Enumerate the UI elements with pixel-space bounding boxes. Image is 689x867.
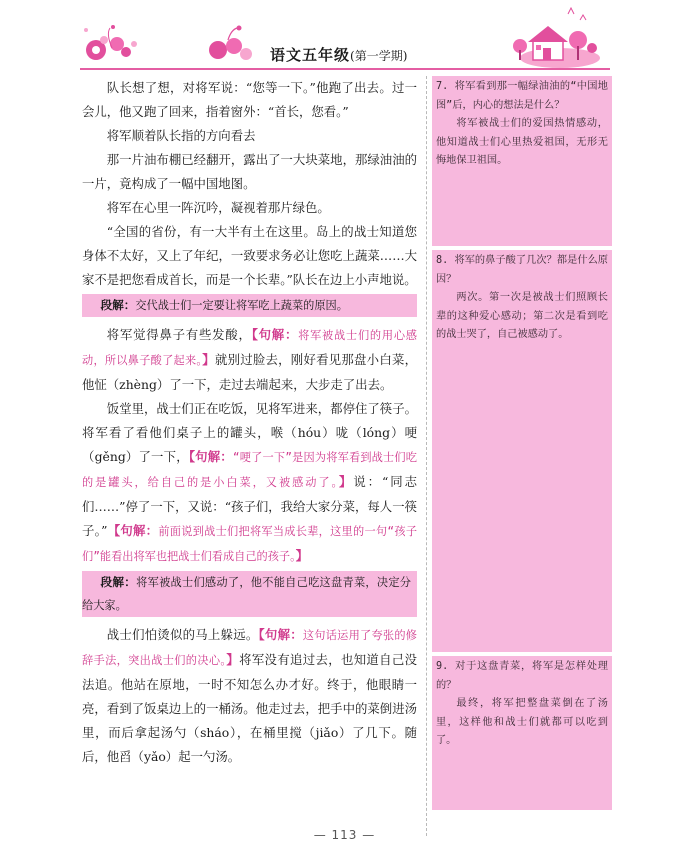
- paragraph-analysis-text: 交代战士们一定要让将军吃上蔬菜的原因。: [135, 299, 348, 312]
- paragraph-2: 将军顺着队长指的方向看去: [106, 128, 256, 143]
- book-title: 语文五年级(第一学期): [270, 46, 408, 64]
- paragraph-6: 将军觉得鼻子有些发酸，【句解：将军被战士们的用心感动，所以鼻子酸了起来。】就别过脸去，刚好看见那盘小白菜，他怔（zhèng）了一下，走过去端起来，大步走了出去。: [82, 327, 418, 392]
- paragraph-analysis-tag: 段解：: [100, 298, 136, 312]
- side-question-9: [432, 656, 612, 810]
- sentence-note-text: 这句话运用了夸张的修辞手法，突出战士们的决心。: [82, 629, 417, 667]
- sentence-note-label: 【句解：: [251, 327, 299, 342]
- paragraph-analysis-box-1: [82, 294, 417, 317]
- main-text-column: [82, 76, 417, 769]
- page-header: [0, 0, 689, 74]
- question-text: 9. 对于这盘青菜，将军是怎样处理的？: [436, 661, 608, 691]
- side-question-7: [432, 76, 612, 246]
- paragraph-analysis-tag: 段解：: [100, 575, 137, 589]
- question-text: 7. 将军看到那一幅绿油油的“中国地图”后，内心的想法是什么？: [436, 81, 608, 111]
- house-icon: [513, 8, 600, 68]
- paragraph-3: 那一片油布棚已经翻开，露出了一大块菜地，那绿油油的一片，竟构成了一幅中国地图。: [82, 152, 417, 191]
- column-divider: [426, 76, 427, 836]
- answer-text: 最终，将军把整盘菜倒在了汤里，这样他和战士们就都可以吃到了。: [436, 698, 608, 746]
- sentence-note-label: 【句解：: [258, 627, 303, 642]
- side-question-8: [432, 250, 612, 652]
- paragraph-8: 战士们怕烫似的马上躲远。【句解：这句话运用了夸张的修辞手法，突出战士们的决心。】将军没有追过去，也知道自己没法追。他站在原地，一时不知怎么办才好。终于，他眼睛一亮，看到了饭桌边上的一桶汤。他走过去，把手中的菜倒进汤里，而后拿起汤勺（sháo），在桶里搅（jiǎo）了几下。随后，他舀（yǎo）起一勺汤。: [82, 627, 418, 764]
- paragraph-4: 将军在心里一阵沉吟，凝视着那片绿色。: [106, 200, 330, 215]
- sentence-note-text: 将军被战士们的用心感动，所以鼻子酸了起来。: [82, 329, 417, 367]
- header-rule: [80, 68, 610, 70]
- sentence-note-label: 【句解：: [188, 449, 233, 464]
- paragraph-7: 饭堂里，战士们正在吃饭，见将军进来，都停住了筷子。将军看了看他们桌子上的罐头，喉（hóu）咙（lóng）哽（gěng）了一下，【句解：“哽了一下”是因为将军看到战士们吃的是罐头，给自己的是小白菜，又被感动了。】说：“同志们……”停了一下，又说：“孩子们，我给大家分菜，每人一筷子。”【句解：前面说到战士们把将军当成长辈，这里的一句“孩子们”能看出将军也把战士们看成自己的孩子。】: [82, 401, 418, 563]
- answer-text: 将军被战士们的爱国热情感动，他知道战士们心里热爱祖国，无形无悔地保卫祖国。: [436, 118, 608, 166]
- sentence-note-text: 前面说到战士们把将军当成长辈，这里的一句“孩子们”能看出将军也把战士们看成自己的孩子。: [82, 525, 418, 563]
- paragraph-5: “全国的省份，有一大半有土在这里。岛上的战士知道您身体不太好，又上了年纪，一致要求务必让您吃上蔬菜……大家不是把您看成首长，而是一个长辈。”队长在边上小声地说。: [82, 224, 417, 287]
- answer-text: 两次。第一次是被战士们照顾长辈的这种爱心感动；第二次是看到吃的战士哭了，自己被感动了。: [436, 292, 608, 340]
- paragraph-analysis-box-2: [82, 571, 417, 617]
- middle-flowers-icon: [209, 26, 252, 61]
- page-number: — 113 —: [313, 828, 376, 842]
- sentence-note-label: 【句解：: [107, 523, 159, 538]
- left-flowers-icon: [84, 25, 137, 60]
- paragraph-1: 队长想了想，对将军说：“您等一下。”他跑了出去。过一会儿，他又跑了回来，指着窗外：“首长，您看。”: [82, 80, 417, 119]
- question-text: 8. 将军的鼻子酸了几次？都是什么原因？: [436, 255, 608, 285]
- sentence-note-text: “哽了一下”是因为将军看到战士们吃的是罐头，给自己的是小白菜，又被感动了。: [82, 451, 417, 489]
- paragraph-analysis-text: 将军被战士们感动了，他不能自己吃这盘青菜，决定分给大家。: [82, 576, 411, 612]
